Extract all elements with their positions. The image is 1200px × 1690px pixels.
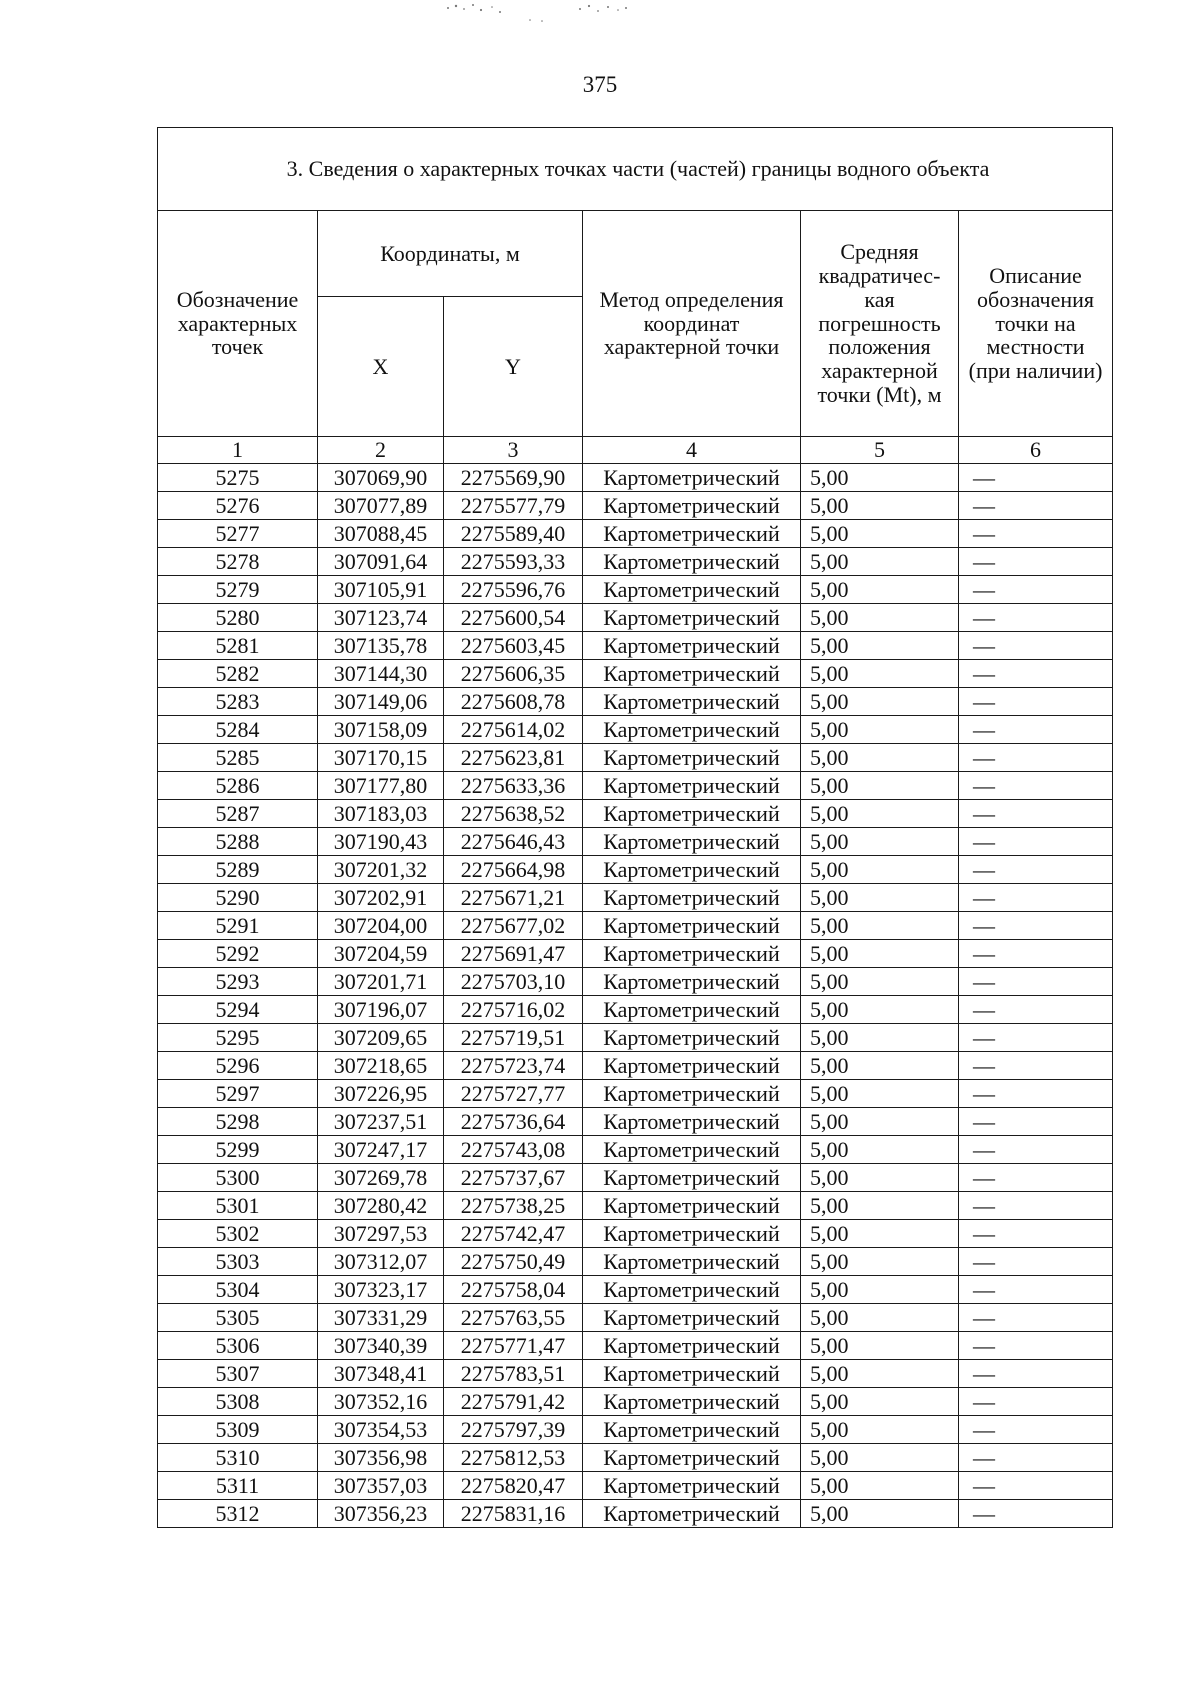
point-cell: 5293	[158, 968, 318, 996]
x-cell: 307204,00	[318, 912, 444, 940]
x-cell: 307357,03	[318, 1472, 444, 1500]
description-cell: —	[959, 800, 1113, 828]
error-cell: 5,00	[801, 856, 959, 884]
y-cell: 2275743,08	[444, 1136, 583, 1164]
x-cell: 307190,43	[318, 828, 444, 856]
table-row	[158, 1332, 1113, 1360]
y-cell: 2275703,10	[444, 968, 583, 996]
error-cell: 5,00	[801, 884, 959, 912]
y-cell: 2275742,47	[444, 1220, 583, 1248]
method-cell: Картометрический	[583, 1444, 801, 1472]
description-cell: —	[959, 1388, 1113, 1416]
point-cell: 5281	[158, 632, 318, 660]
header-error: Средняя квадратичес-кая погрешность положения характерной точки (Mt), м	[801, 211, 959, 437]
point-cell: 5276	[158, 492, 318, 520]
error-cell: 5,00	[801, 744, 959, 772]
table-row	[158, 1080, 1113, 1108]
table-row	[158, 1304, 1113, 1332]
x-cell: 307340,39	[318, 1332, 444, 1360]
table-row	[158, 1108, 1113, 1136]
error-cell: 5,00	[801, 1360, 959, 1388]
x-cell: 307247,17	[318, 1136, 444, 1164]
description-cell: —	[959, 1304, 1113, 1332]
description-cell: —	[959, 1108, 1113, 1136]
point-cell: 5305	[158, 1304, 318, 1332]
table-row	[158, 1220, 1113, 1248]
method-cell: Картометрический	[583, 1416, 801, 1444]
point-cell: 5304	[158, 1276, 318, 1304]
method-cell: Картометрический	[583, 1248, 801, 1276]
y-cell: 2275758,04	[444, 1276, 583, 1304]
point-cell: 5309	[158, 1416, 318, 1444]
y-cell: 2275691,47	[444, 940, 583, 968]
point-cell: 5290	[158, 884, 318, 912]
method-cell: Картометрический	[583, 856, 801, 884]
error-cell: 5,00	[801, 1276, 959, 1304]
error-cell: 5,00	[801, 1192, 959, 1220]
y-cell: 2275812,53	[444, 1444, 583, 1472]
error-cell: 5,00	[801, 1500, 959, 1528]
method-cell: Картометрический	[583, 912, 801, 940]
y-cell: 2275577,79	[444, 492, 583, 520]
point-cell: 5282	[158, 660, 318, 688]
method-cell: Картометрический	[583, 1332, 801, 1360]
point-cell: 5287	[158, 800, 318, 828]
description-cell: —	[959, 1164, 1113, 1192]
table-row	[158, 1500, 1113, 1528]
error-cell: 5,00	[801, 940, 959, 968]
error-cell: 5,00	[801, 520, 959, 548]
method-cell: Картометрический	[583, 548, 801, 576]
point-cell: 5302	[158, 1220, 318, 1248]
y-cell: 2275737,67	[444, 1164, 583, 1192]
y-cell: 2275797,39	[444, 1416, 583, 1444]
method-cell: Картометрический	[583, 1472, 801, 1500]
point-cell: 5308	[158, 1388, 318, 1416]
method-cell: Картометрический	[583, 1220, 801, 1248]
error-cell: 5,00	[801, 464, 959, 492]
point-cell: 5279	[158, 576, 318, 604]
error-cell: 5,00	[801, 1472, 959, 1500]
y-cell: 2275638,52	[444, 800, 583, 828]
error-cell: 5,00	[801, 1024, 959, 1052]
error-cell: 5,00	[801, 1248, 959, 1276]
description-cell: —	[959, 1444, 1113, 1472]
x-cell: 307201,71	[318, 968, 444, 996]
method-cell: Картометрический	[583, 1192, 801, 1220]
x-cell: 307269,78	[318, 1164, 444, 1192]
error-cell: 5,00	[801, 1164, 959, 1192]
table-row	[158, 464, 1113, 492]
x-cell: 307202,91	[318, 884, 444, 912]
point-cell: 5310	[158, 1444, 318, 1472]
method-cell: Картометрический	[583, 940, 801, 968]
description-cell: —	[959, 1052, 1113, 1080]
y-cell: 2275569,90	[444, 464, 583, 492]
table-row	[158, 1444, 1113, 1472]
description-cell: —	[959, 716, 1113, 744]
description-cell: —	[959, 1192, 1113, 1220]
table-row	[158, 772, 1113, 800]
description-cell: —	[959, 884, 1113, 912]
error-cell: 5,00	[801, 996, 959, 1024]
method-cell: Картометрический	[583, 1108, 801, 1136]
x-cell: 307105,91	[318, 576, 444, 604]
table-row	[158, 716, 1113, 744]
x-cell: 307204,59	[318, 940, 444, 968]
method-cell: Картометрический	[583, 996, 801, 1024]
description-cell: —	[959, 1276, 1113, 1304]
method-cell: Картометрический	[583, 1500, 801, 1528]
method-cell: Картометрический	[583, 688, 801, 716]
description-cell: —	[959, 828, 1113, 856]
table-row	[158, 800, 1113, 828]
method-cell: Картометрический	[583, 968, 801, 996]
table-row	[158, 1388, 1113, 1416]
x-cell: 307149,06	[318, 688, 444, 716]
description-cell: —	[959, 632, 1113, 660]
y-cell: 2275677,02	[444, 912, 583, 940]
x-cell: 307356,23	[318, 1500, 444, 1528]
description-cell: —	[959, 744, 1113, 772]
x-cell: 307177,80	[318, 772, 444, 800]
point-cell: 5303	[158, 1248, 318, 1276]
table-title: 3. Сведения о характерных точках части (частей) границы водного объекта	[158, 128, 1113, 211]
x-cell: 307144,30	[318, 660, 444, 688]
y-cell: 2275719,51	[444, 1024, 583, 1052]
point-cell: 5289	[158, 856, 318, 884]
method-cell: Картометрический	[583, 1080, 801, 1108]
x-cell: 307297,53	[318, 1220, 444, 1248]
method-cell: Картометрический	[583, 1304, 801, 1332]
description-cell: —	[959, 856, 1113, 884]
page-number: 375	[582, 72, 618, 97]
x-cell: 307123,74	[318, 604, 444, 632]
description-cell: —	[959, 772, 1113, 800]
table-row	[158, 1248, 1113, 1276]
y-cell: 2275783,51	[444, 1360, 583, 1388]
description-cell: —	[959, 940, 1113, 968]
method-cell: Картометрический	[583, 1136, 801, 1164]
point-cell: 5299	[158, 1136, 318, 1164]
description-cell: —	[959, 1500, 1113, 1528]
table-row	[158, 492, 1113, 520]
error-cell: 5,00	[801, 772, 959, 800]
point-cell: 5297	[158, 1080, 318, 1108]
point-cell: 5288	[158, 828, 318, 856]
description-cell: —	[959, 1416, 1113, 1444]
method-cell: Картометрический	[583, 632, 801, 660]
column-number: 1	[158, 437, 318, 464]
point-cell: 5298	[158, 1108, 318, 1136]
method-cell: Картометрический	[583, 464, 801, 492]
error-cell: 5,00	[801, 576, 959, 604]
column-numbers-row	[158, 437, 1113, 464]
method-cell: Картометрический	[583, 576, 801, 604]
description-cell: —	[959, 1136, 1113, 1164]
method-cell: Картометрический	[583, 828, 801, 856]
x-cell: 307077,89	[318, 492, 444, 520]
description-cell: —	[959, 492, 1113, 520]
x-cell: 307237,51	[318, 1108, 444, 1136]
error-cell: 5,00	[801, 968, 959, 996]
header-y: Y	[444, 297, 583, 437]
point-cell: 5280	[158, 604, 318, 632]
method-cell: Картометрический	[583, 1052, 801, 1080]
error-cell: 5,00	[801, 632, 959, 660]
method-cell: Картометрический	[583, 1360, 801, 1388]
point-cell: 5286	[158, 772, 318, 800]
x-cell: 307201,32	[318, 856, 444, 884]
x-cell: 307135,78	[318, 632, 444, 660]
x-cell: 307170,15	[318, 744, 444, 772]
x-cell: 307354,53	[318, 1416, 444, 1444]
y-cell: 2275736,64	[444, 1108, 583, 1136]
y-cell: 2275614,02	[444, 716, 583, 744]
method-cell: Картометрический	[583, 492, 801, 520]
column-number: 5	[801, 437, 959, 464]
x-cell: 307323,17	[318, 1276, 444, 1304]
table-row	[158, 1360, 1113, 1388]
description-cell: —	[959, 548, 1113, 576]
description-cell: —	[959, 464, 1113, 492]
table-row	[158, 828, 1113, 856]
x-cell: 307331,29	[318, 1304, 444, 1332]
header-x: X	[318, 297, 444, 437]
table-row	[158, 548, 1113, 576]
scan-noise-specks	[440, 0, 700, 24]
point-cell: 5284	[158, 716, 318, 744]
y-cell: 2275791,42	[444, 1388, 583, 1416]
y-cell: 2275820,47	[444, 1472, 583, 1500]
point-cell: 5278	[158, 548, 318, 576]
column-number: 6	[959, 437, 1113, 464]
y-cell: 2275633,36	[444, 772, 583, 800]
error-cell: 5,00	[801, 1332, 959, 1360]
table-row	[158, 688, 1113, 716]
description-cell: —	[959, 968, 1113, 996]
table-row	[158, 1164, 1113, 1192]
table-row	[158, 632, 1113, 660]
y-cell: 2275738,25	[444, 1192, 583, 1220]
y-cell: 2275623,81	[444, 744, 583, 772]
table-title-row	[158, 128, 1113, 211]
header-coordinates: Координаты, м	[318, 211, 583, 297]
description-cell: —	[959, 1472, 1113, 1500]
error-cell: 5,00	[801, 1080, 959, 1108]
error-cell: 5,00	[801, 828, 959, 856]
x-cell: 307218,65	[318, 1052, 444, 1080]
header-method: Метод определения координат характерной точки	[583, 211, 801, 437]
y-cell: 2275600,54	[444, 604, 583, 632]
description-cell: —	[959, 688, 1113, 716]
description-cell: —	[959, 1360, 1113, 1388]
point-cell: 5296	[158, 1052, 318, 1080]
y-cell: 2275727,77	[444, 1080, 583, 1108]
method-cell: Картометрический	[583, 1024, 801, 1052]
table-row	[158, 1052, 1113, 1080]
method-cell: Картометрический	[583, 772, 801, 800]
error-cell: 5,00	[801, 492, 959, 520]
method-cell: Картометрический	[583, 1276, 801, 1304]
description-cell: —	[959, 1332, 1113, 1360]
y-cell: 2275606,35	[444, 660, 583, 688]
point-cell: 5277	[158, 520, 318, 548]
table-row	[158, 968, 1113, 996]
point-cell: 5301	[158, 1192, 318, 1220]
x-cell: 307348,41	[318, 1360, 444, 1388]
error-cell: 5,00	[801, 912, 959, 940]
x-cell: 307280,42	[318, 1192, 444, 1220]
table-row	[158, 1192, 1113, 1220]
table-row	[158, 1136, 1113, 1164]
x-cell: 307069,90	[318, 464, 444, 492]
error-cell: 5,00	[801, 1052, 959, 1080]
y-cell: 2275596,76	[444, 576, 583, 604]
table-row	[158, 856, 1113, 884]
x-cell: 307226,95	[318, 1080, 444, 1108]
error-cell: 5,00	[801, 1416, 959, 1444]
column-number: 3	[444, 437, 583, 464]
y-cell: 2275593,33	[444, 548, 583, 576]
x-cell: 307158,09	[318, 716, 444, 744]
y-cell: 2275831,16	[444, 1500, 583, 1528]
y-cell: 2275723,74	[444, 1052, 583, 1080]
error-cell: 5,00	[801, 1136, 959, 1164]
description-cell: —	[959, 1080, 1113, 1108]
table-row	[158, 884, 1113, 912]
y-cell: 2275646,43	[444, 828, 583, 856]
error-cell: 5,00	[801, 1444, 959, 1472]
header-row-top	[158, 211, 1113, 297]
error-cell: 5,00	[801, 1220, 959, 1248]
description-cell: —	[959, 1024, 1113, 1052]
error-cell: 5,00	[801, 1388, 959, 1416]
method-cell: Картометрический	[583, 800, 801, 828]
method-cell: Картометрический	[583, 1388, 801, 1416]
description-cell: —	[959, 912, 1113, 940]
error-cell: 5,00	[801, 800, 959, 828]
table-row	[158, 520, 1113, 548]
x-cell: 307209,65	[318, 1024, 444, 1052]
error-cell: 5,00	[801, 716, 959, 744]
table-row	[158, 996, 1113, 1024]
method-cell: Картометрический	[583, 604, 801, 632]
y-cell: 2275716,02	[444, 996, 583, 1024]
point-cell: 5295	[158, 1024, 318, 1052]
description-cell: —	[959, 660, 1113, 688]
error-cell: 5,00	[801, 548, 959, 576]
error-cell: 5,00	[801, 688, 959, 716]
description-cell: —	[959, 996, 1113, 1024]
x-cell: 307196,07	[318, 996, 444, 1024]
table-row	[158, 1472, 1113, 1500]
y-cell: 2275664,98	[444, 856, 583, 884]
table-row	[158, 660, 1113, 688]
y-cell: 2275750,49	[444, 1248, 583, 1276]
error-cell: 5,00	[801, 604, 959, 632]
table-row	[158, 1416, 1113, 1444]
description-cell: —	[959, 604, 1113, 632]
y-cell: 2275603,45	[444, 632, 583, 660]
point-cell: 5283	[158, 688, 318, 716]
description-cell: —	[959, 1220, 1113, 1248]
error-cell: 5,00	[801, 1108, 959, 1136]
y-cell: 2275589,40	[444, 520, 583, 548]
point-cell: 5275	[158, 464, 318, 492]
boundary-points-table	[157, 127, 1113, 1528]
point-cell: 5292	[158, 940, 318, 968]
error-cell: 5,00	[801, 1304, 959, 1332]
x-cell: 307088,45	[318, 520, 444, 548]
point-cell: 5300	[158, 1164, 318, 1192]
description-cell: —	[959, 576, 1113, 604]
method-cell: Картометрический	[583, 1164, 801, 1192]
x-cell: 307312,07	[318, 1248, 444, 1276]
header-point: Обозначение характерных точек	[158, 211, 318, 437]
table-row	[158, 1024, 1113, 1052]
point-cell: 5311	[158, 1472, 318, 1500]
error-cell: 5,00	[801, 660, 959, 688]
point-cell: 5307	[158, 1360, 318, 1388]
x-cell: 307091,64	[318, 548, 444, 576]
description-cell: —	[959, 520, 1113, 548]
table-row	[158, 940, 1113, 968]
y-cell: 2275608,78	[444, 688, 583, 716]
point-cell: 5291	[158, 912, 318, 940]
y-cell: 2275763,55	[444, 1304, 583, 1332]
point-cell: 5306	[158, 1332, 318, 1360]
y-cell: 2275671,21	[444, 884, 583, 912]
table-row	[158, 912, 1113, 940]
description-cell: —	[959, 1248, 1113, 1276]
method-cell: Картометрический	[583, 716, 801, 744]
method-cell: Картометрический	[583, 660, 801, 688]
x-cell: 307183,03	[318, 800, 444, 828]
table-row	[158, 1276, 1113, 1304]
method-cell: Картометрический	[583, 884, 801, 912]
method-cell: Картометрический	[583, 520, 801, 548]
method-cell: Картометрический	[583, 744, 801, 772]
y-cell: 2275771,47	[444, 1332, 583, 1360]
table-row	[158, 576, 1113, 604]
column-number: 2	[318, 437, 444, 464]
table-row	[158, 744, 1113, 772]
x-cell: 307356,98	[318, 1444, 444, 1472]
point-cell: 5312	[158, 1500, 318, 1528]
table-row	[158, 604, 1113, 632]
x-cell: 307352,16	[318, 1388, 444, 1416]
column-number: 4	[583, 437, 801, 464]
header-description: Описание обозначения точки на местности (при наличии)	[959, 211, 1113, 437]
point-cell: 5294	[158, 996, 318, 1024]
point-cell: 5285	[158, 744, 318, 772]
